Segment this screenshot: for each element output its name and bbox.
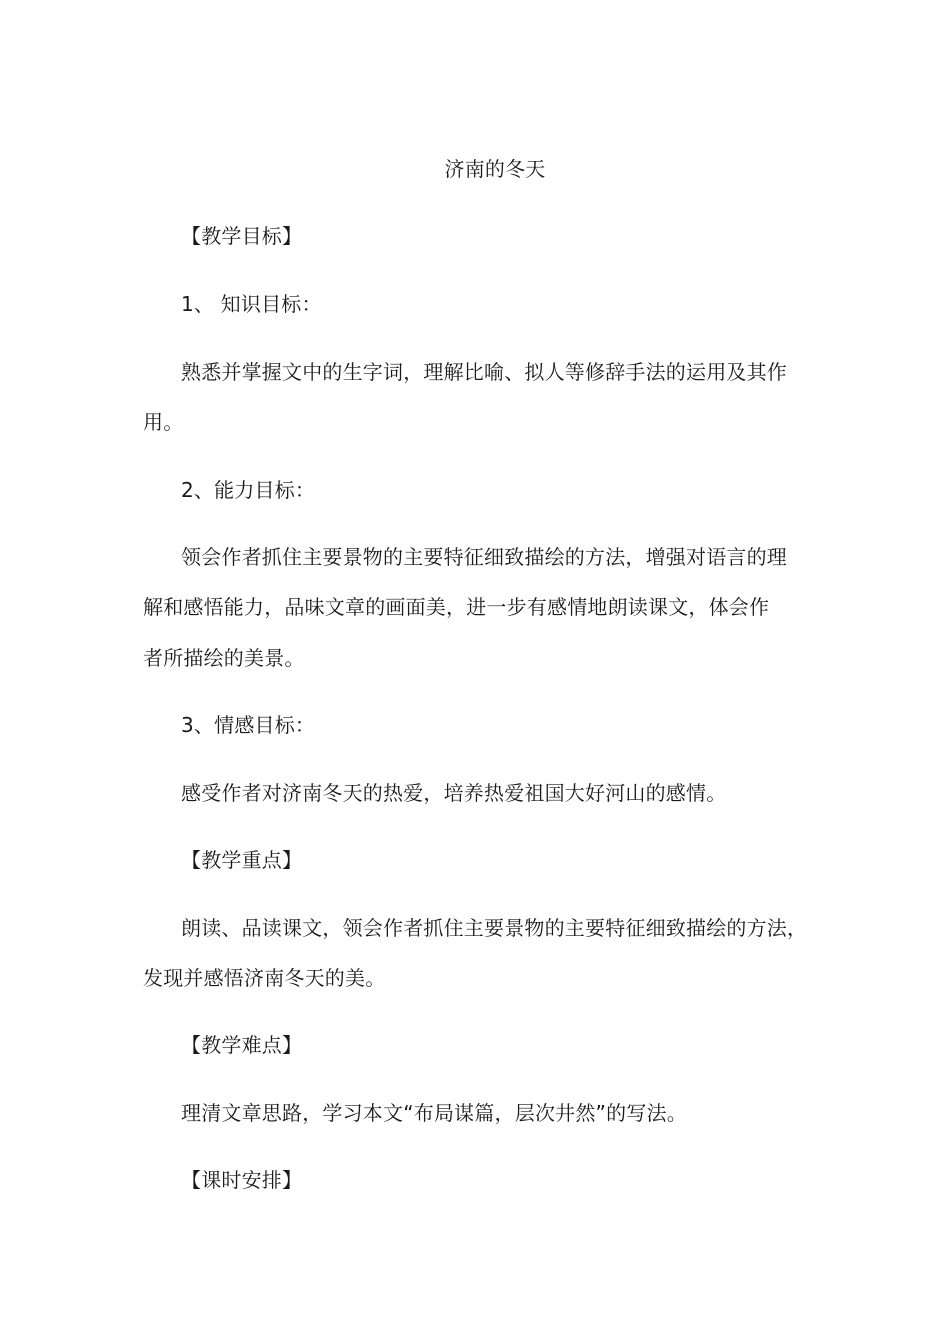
heading-objectives: 【教学目标】 xyxy=(181,224,303,248)
ability-text-line-3: 者所描绘的美景。 xyxy=(143,646,305,670)
heading-schedule: 【课时安排】 xyxy=(181,1168,303,1192)
knowledge-text-line-1: 熟悉并掌握文中的生字词，理解比喻、拟人等修辞手法的运用及其作 xyxy=(181,360,787,384)
ability-objective-label: 2、能力目标： xyxy=(181,478,316,502)
document-title: 济南的冬天 xyxy=(444,157,546,181)
emotion-text-line-1: 感受作者对济南冬天的热爱，培养热爱祖国大好河山的感情。 xyxy=(181,781,727,805)
heading-key-points: 【教学重点】 xyxy=(181,848,303,872)
ability-text-line-2: 解和感悟能力，品味文章的画面美，进一步有感情地朗读课文，体会作 xyxy=(143,595,770,619)
ability-text-line-1: 领会作者抓住主要景物的主要特征细致描绘的方法，增强对语言的理 xyxy=(181,545,787,569)
emotion-objective-label: 3、情感目标： xyxy=(181,713,316,737)
key-points-line-2: 发现并感悟济南冬天的美。 xyxy=(143,966,386,990)
difficulties-line-1: 理清文章思路，学习本文“布局谋篇，层次井然”的写法。 xyxy=(181,1101,687,1125)
knowledge-text-line-2: 用。 xyxy=(143,410,184,434)
heading-difficulties: 【教学难点】 xyxy=(181,1033,303,1057)
key-points-line-1: 朗读、品读课文，领会作者抓住主要景物的主要特征细致描绘的方法， xyxy=(181,916,808,940)
knowledge-objective-label: 1、 知识目标： xyxy=(181,292,322,316)
